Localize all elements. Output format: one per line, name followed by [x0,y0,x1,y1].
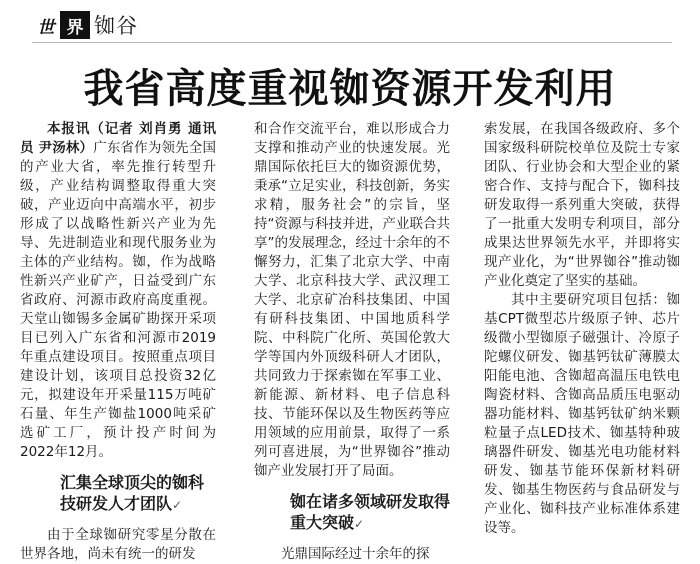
column-1-text-1: 广东省作为领先全国的产业大省，率先推行转型升级，产业结构调整取得重大突破，产业迈向中高端水平，初步形成了以战略性新兴产业为先导、先进制造业和现代服务业为主体的产业结构。铷，作为战略性新兴产业矿产，日益受到广东省政府、河源市政府高度重视。天堂山铷锡多金属矿勘探开采项目已列入广东省和河源市2019年重点建设项目。按照重点项目建设计划，该项目总投资32亿元，拟建设年开采量115万吨矿石量、年生产铷盐1000吨采矿选矿工厂，预计投产时间为2022年12月。 [20,140,216,460]
edit-check-icon: ✓ [354,517,365,531]
article-column-1 [20,120,216,564]
column-2-paragraph-2: 光鼎国际经过十余年的探 [281,546,430,562]
column-2-paragraph-1: 和合作交流平台，难以形成合力支撑和推动产业的快速发展。光鼎国际依托巨大的铷资源优势，秉承“立足实业，科技创新，务实求精，服务社会”的宗旨，坚持“资源与科技并进，产业联合共享”的发展理念，经过十余年的不懈努力，汇集了北京大学、中南大学、北京科技大学、武汉理工大学、北京矿冶科技集团、中国有研科技集团、中国地质科学院、中科院广化所、英国伦敦大学等国内外顶级科研人才团队，共同致力于探索铷在军事工业、新能源、新材料、电子信息科技、节能环保以及生物医药等应用领域的应用前景，取得了一系列可喜进展，为“世界铷谷”推动铷产业发展打开了局面。 [254,121,450,479]
masthead-rule [32,42,672,43]
masthead-title: 铷谷 [94,14,138,38]
column-masthead [32,8,138,42]
subhead-breakthroughs-text: 铷在诸多领域研发取得重大突破 [290,492,451,532]
article-headline: 我省高度重视铷资源开发利用 [83,66,617,112]
column-3-paragraph-1: 索发展，在我国各级政府、多个国家级科研院校单位及院士专家团队、行业协会和大型企业的紧密合作、支持与配合下，铷科技研发取得一系列重大突破，获得了一批重大发明专利项目，部分成果达世界领先水平，并即将实现产业化，为“世界铷谷”推动铷产业化奠定了坚实的基础。 [484,121,680,289]
masthead-char-2: 界 [60,11,90,39]
masthead-char-1: 世 [32,12,60,38]
column-3-paragraph-2: 其中主要研究项目包括：铷基CPT微型芯片级原子钟、芯片级微小型铷原子磁强计、冷原子陀螺仪研发、铷基钙钛矿薄膜太阳能电池、含铷超高温压电铁电陶瓷材料、含铷高品质压电驱动器功能材料、铷基钙钛矿纳米颗粒量子点LED技术、铷基特种玻璃器件研发、铷基光电功能材料研发、铷基节能环保新材料研发、铷基生物医药与食品研发与产业化、铷科技产业标准体系建设等。 [484,292,680,536]
column-1-paragraph-2: 由于全球铷研究零星分散在世界各地，尚未有统一的研发 [20,527,216,562]
article-column-3 [484,120,680,538]
article-column-2 [254,120,450,564]
column-1-paragraph-1 [20,120,216,462]
subhead-breakthroughs [254,491,450,535]
subhead-talent-team-text: 汇集全球顶尖的铷科技研发人才团队 [60,473,205,513]
subhead-talent-team [20,472,216,516]
edit-check-icon: ✓ [172,498,183,512]
byline: 本报讯（记者 刘肖勇 通讯员 尹汤林） [20,121,216,156]
